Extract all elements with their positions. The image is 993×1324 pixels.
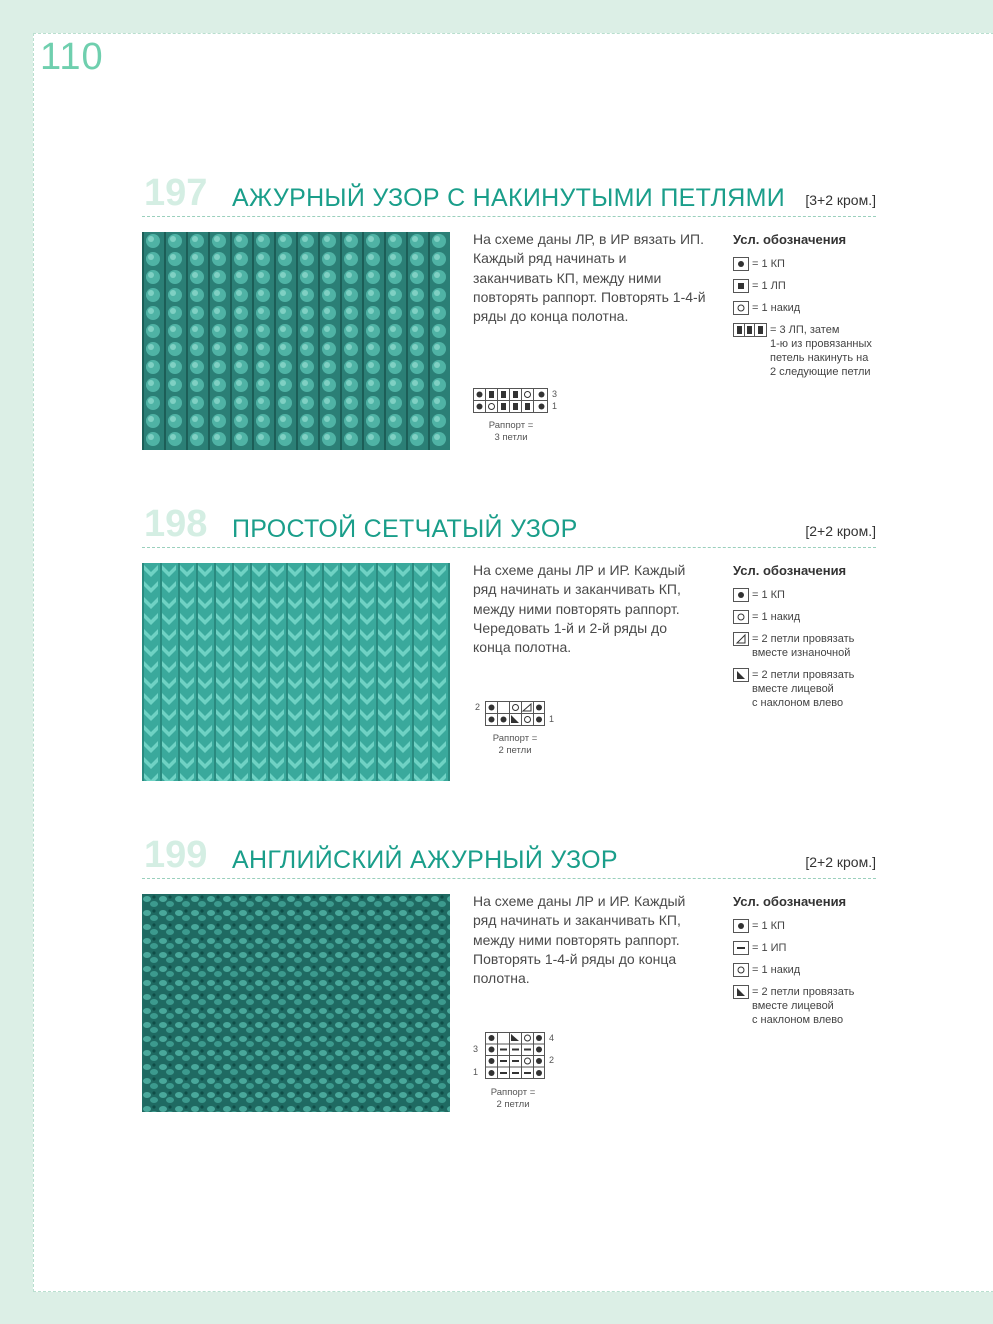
- legend-item: = 1 накид: [733, 963, 883, 977]
- cast-on-count: [2+2 кром.]: [805, 523, 876, 539]
- pattern-number: 199: [144, 834, 208, 876]
- legend-item: = 1 КП: [733, 919, 883, 933]
- pattern-title: АНГЛИЙСКИЙ АЖУРНЫЙ УЗОР: [232, 846, 618, 874]
- repeat-caption: Раппорт = 3 петли: [488, 420, 534, 443]
- pattern-chart: [473, 388, 553, 414]
- row-number: 4: [549, 1033, 555, 1043]
- pattern-title: АЖУРНЫЙ УЗОР С НАКИНУТЫМИ ПЕТЛЯМИ: [232, 184, 786, 212]
- knit-two-together-left-icon: [733, 668, 749, 682]
- pattern-section-197: [142, 172, 876, 470]
- section-header: [142, 503, 876, 548]
- row-number: 1: [549, 714, 555, 724]
- legend-item: = 2 петли провязать вместе лицевой с наклоном влево: [733, 668, 883, 710]
- pattern-description: На схеме даны ЛР, в ИР вязать ИП. Каждый ряд начинать и заканчивать КП, между ними повторять раппорт. Повторять 1-4-й ряды до конца полотна.: [473, 231, 706, 325]
- legend: [733, 563, 883, 718]
- purl-two-together-icon: [733, 632, 749, 646]
- pattern-number: 197: [144, 172, 208, 214]
- section-header: [142, 172, 876, 217]
- row-number: 3: [473, 1044, 479, 1054]
- legend-item: = 1 КП: [733, 257, 883, 271]
- knit-stitch-square-icon: [733, 279, 749, 293]
- knit-stitch-dot-icon: [733, 588, 749, 602]
- legend-item: = 2 петли провязать вместе лицевой с наклоном влево: [733, 985, 883, 1027]
- row-number: 1: [552, 401, 558, 411]
- legend-item: = 1 КП: [733, 588, 883, 602]
- purl-stitch-dash-icon: [733, 941, 749, 955]
- pattern-description: На схеме даны ЛР и ИР. Каждый ряд начинать и заканчивать КП, между ними повторять раппорт. Чередовать 1-й и 2-й ряды до конца полотна.: [473, 562, 686, 656]
- legend-item: = 1 ИП: [733, 941, 883, 955]
- cast-on-count: [3+2 кром.]: [805, 192, 876, 208]
- pattern-number: 198: [144, 503, 208, 545]
- pattern-description: На схеме даны ЛР и ИР. Каждый ряд начинать и заканчивать КП, между ними повторять раппорт. Повторять 1-4-й ряды до конца полотна.: [473, 893, 686, 987]
- legend: [733, 894, 883, 1035]
- page-number: 110: [40, 36, 104, 78]
- pattern-title: ПРОСТОЙ СЕТЧАТЫЙ УЗОР: [232, 515, 578, 543]
- yarn-over-circle-icon: [733, 610, 749, 624]
- legend-item: = 3 ЛП, затем 1-ю из провязанных петель накинуть на 2 следующие петли: [733, 323, 883, 379]
- knit-two-together-left-icon: [733, 985, 749, 999]
- repeat-caption: Раппорт = 2 петли: [492, 733, 538, 756]
- legend-item: = 1 накид: [733, 301, 883, 315]
- yarn-over-circle-icon: [733, 301, 749, 315]
- knit-sample-photo: [142, 894, 450, 1112]
- cast-on-count: [2+2 кром.]: [805, 854, 876, 870]
- pattern-chart: [485, 701, 545, 727]
- pattern-section-198: [142, 503, 876, 801]
- knit-sample-photo: [142, 232, 450, 450]
- row-number: 1: [473, 1067, 479, 1077]
- three-knit-pass-over-icon: [733, 323, 767, 337]
- legend-item: = 2 петли провязать вместе изнаночной: [733, 632, 883, 660]
- row-number: 2: [549, 1055, 555, 1065]
- legend-item: = 1 накид: [733, 610, 883, 624]
- knit-sample-photo: [142, 563, 450, 781]
- knit-stitch-dot-icon: [733, 919, 749, 933]
- row-number: 2: [475, 702, 481, 712]
- pattern-chart: [485, 1032, 545, 1080]
- legend-title: Усл. обозначения: [733, 232, 847, 247]
- legend-title: Усл. обозначения: [733, 563, 847, 578]
- pattern-section-199: [142, 834, 876, 1132]
- legend: [733, 232, 883, 387]
- knit-stitch-dot-icon: [733, 257, 749, 271]
- repeat-caption: Раппорт = 2 петли: [490, 1087, 536, 1110]
- legend-item: = 1 ЛП: [733, 279, 883, 293]
- section-header: [142, 834, 876, 879]
- row-number: 3: [552, 389, 558, 399]
- yarn-over-circle-icon: [733, 963, 749, 977]
- legend-title: Усл. обозначения: [733, 894, 847, 909]
